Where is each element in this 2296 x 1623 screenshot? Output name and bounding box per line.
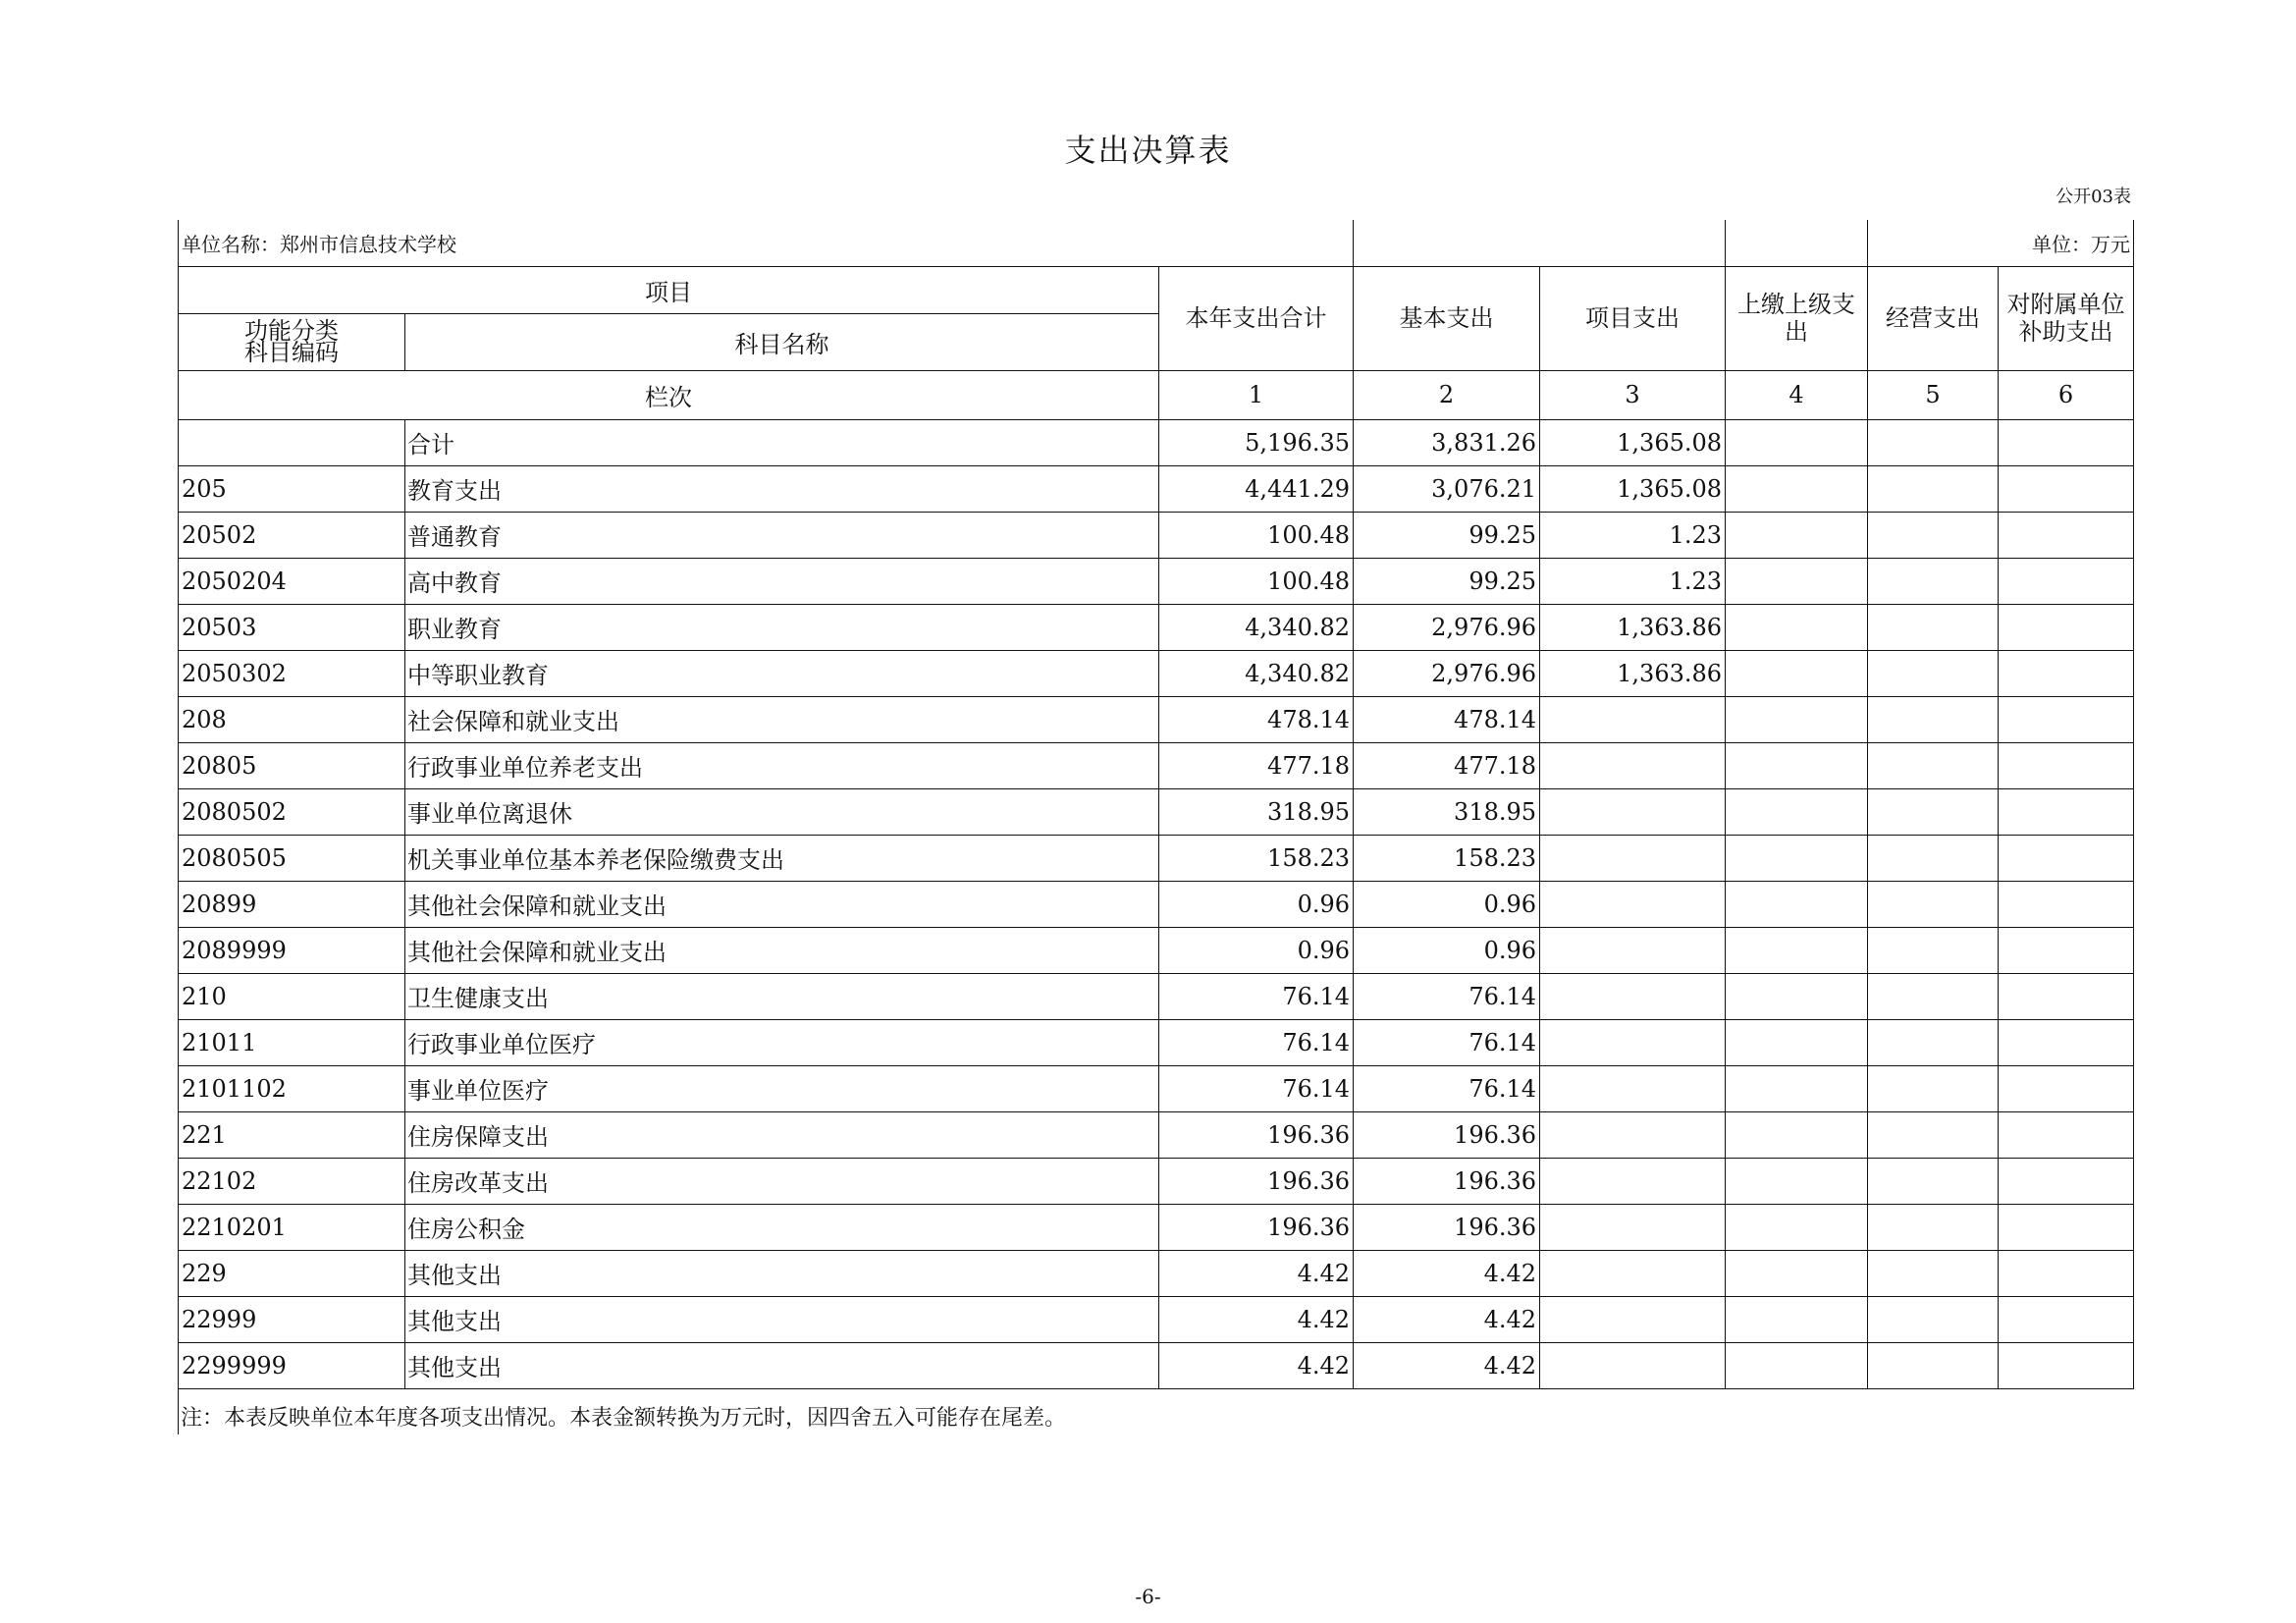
row-subject-name: 其他支出 [405, 1250, 1159, 1296]
row-business [1868, 465, 1999, 512]
row-subsidy [1999, 696, 2134, 742]
table-row [179, 650, 2134, 696]
row-upper [1726, 835, 1868, 881]
row-upper [1726, 696, 1868, 742]
row-code: 2101102 [179, 1065, 405, 1111]
row-code: 20503 [179, 604, 405, 650]
row-subsidy [1999, 1296, 2134, 1342]
row-code: 2210201 [179, 1204, 405, 1250]
header-total: 本年支出合计 [1159, 266, 1354, 370]
row-subject-name: 其他支出 [405, 1342, 1159, 1388]
row-upper [1726, 419, 1868, 465]
table-row [179, 512, 2134, 558]
unit-row-spacer [1726, 220, 1868, 266]
row-basic: 99.25 [1354, 512, 1540, 558]
row-subject-name: 教育支出 [405, 465, 1159, 512]
row-project [1540, 1111, 1726, 1158]
row-project [1540, 1019, 1726, 1065]
row-upper [1726, 1204, 1868, 1250]
row-project [1540, 742, 1726, 788]
row-project [1540, 881, 1726, 927]
row-business [1868, 742, 1999, 788]
row-code: 208 [179, 696, 405, 742]
row-code: 210 [179, 973, 405, 1019]
header-upper-line1: 上缴上级支 [1737, 291, 1856, 318]
row-upper [1726, 1158, 1868, 1204]
col-num-4: 4 [1726, 370, 1868, 419]
row-code: 2080502 [179, 788, 405, 835]
form-number: 公开03表 [2056, 187, 2131, 207]
row-total: 4.42 [1159, 1296, 1354, 1342]
row-total: 76.14 [1159, 973, 1354, 1019]
column-number-row [179, 370, 2134, 419]
row-project: 1.23 [1540, 512, 1726, 558]
row-total: 0.96 [1159, 927, 1354, 973]
row-subsidy [1999, 558, 2134, 604]
table-row [179, 604, 2134, 650]
expenditure-table [178, 220, 2134, 1389]
row-total: 76.14 [1159, 1065, 1354, 1111]
row-subject-name: 事业单位离退休 [405, 788, 1159, 835]
row-basic: 0.96 [1354, 881, 1540, 927]
row-total: 0.96 [1159, 881, 1354, 927]
row-project [1540, 1158, 1726, 1204]
row-project [1540, 973, 1726, 1019]
header-func-code-line1: 功能分类 [244, 317, 339, 345]
row-subject-name: 住房改革支出 [405, 1158, 1159, 1204]
row-upper [1726, 604, 1868, 650]
row-code: 229 [179, 1250, 405, 1296]
row-total: 196.36 [1159, 1204, 1354, 1250]
row-project: 1,363.86 [1540, 650, 1726, 696]
row-basic: 76.14 [1354, 973, 1540, 1019]
col-label: 栏次 [179, 370, 1159, 419]
row-upper [1726, 465, 1868, 512]
row-total: 4,340.82 [1159, 650, 1354, 696]
row-project: 1,365.08 [1540, 465, 1726, 512]
row-project: 1.23 [1540, 558, 1726, 604]
row-total: 196.36 [1159, 1111, 1354, 1158]
row-subject-name: 社会保障和就业支出 [405, 696, 1159, 742]
table-row [179, 742, 2134, 788]
row-upper [1726, 1250, 1868, 1296]
table-row [179, 1204, 2134, 1250]
table-row [179, 927, 2134, 973]
row-business [1868, 1250, 1999, 1296]
row-subject-name: 合计 [405, 419, 1159, 465]
row-basic: 4.42 [1354, 1250, 1540, 1296]
row-basic: 196.36 [1354, 1111, 1540, 1158]
table-row [179, 973, 2134, 1019]
row-total: 477.18 [1159, 742, 1354, 788]
row-total: 318.95 [1159, 788, 1354, 835]
row-code: 21011 [179, 1019, 405, 1065]
row-code: 2299999 [179, 1342, 405, 1388]
table-row [179, 788, 2134, 835]
row-project [1540, 1296, 1726, 1342]
row-subject-name: 高中教育 [405, 558, 1159, 604]
row-subject-name: 职业教育 [405, 604, 1159, 650]
row-business [1868, 558, 1999, 604]
header-business: 经营支出 [1868, 266, 1999, 370]
row-subject-name: 其他社会保障和就业支出 [405, 881, 1159, 927]
row-project [1540, 1250, 1726, 1296]
row-project: 1,365.08 [1540, 419, 1726, 465]
row-code: 2089999 [179, 927, 405, 973]
row-business [1868, 1065, 1999, 1111]
row-subsidy [1999, 1019, 2134, 1065]
row-subject-name: 行政事业单位医疗 [405, 1019, 1159, 1065]
row-total: 4.42 [1159, 1342, 1354, 1388]
header-subsidy [1999, 266, 2134, 370]
row-subject-name: 住房公积金 [405, 1204, 1159, 1250]
row-subsidy [1999, 465, 2134, 512]
row-subject-name: 机关事业单位基本养老保险缴费支出 [405, 835, 1159, 881]
row-subsidy [1999, 1204, 2134, 1250]
header-item: 项目 [179, 266, 1159, 313]
table-row [179, 1065, 2134, 1111]
row-business [1868, 973, 1999, 1019]
row-project [1540, 1342, 1726, 1388]
row-total: 76.14 [1159, 1019, 1354, 1065]
row-code: 20502 [179, 512, 405, 558]
header-func-code-line2: 科目编码 [244, 339, 339, 366]
row-upper [1726, 1342, 1868, 1388]
row-upper [1726, 973, 1868, 1019]
row-code: 205 [179, 465, 405, 512]
row-upper [1726, 650, 1868, 696]
row-basic: 0.96 [1354, 927, 1540, 973]
row-business [1868, 1296, 1999, 1342]
row-total: 5,196.35 [1159, 419, 1354, 465]
row-project: 1,363.86 [1540, 604, 1726, 650]
row-business [1868, 512, 1999, 558]
row-total: 478.14 [1159, 696, 1354, 742]
row-code: 20899 [179, 881, 405, 927]
row-basic: 158.23 [1354, 835, 1540, 881]
row-subsidy [1999, 1158, 2134, 1204]
col-num-6: 6 [1999, 370, 2134, 419]
unit-info-row [179, 220, 2134, 266]
row-business [1868, 419, 1999, 465]
row-project [1540, 696, 1726, 742]
row-basic: 2,976.96 [1354, 604, 1540, 650]
row-total: 100.48 [1159, 512, 1354, 558]
header-row-1 [179, 266, 2134, 313]
row-business [1868, 927, 1999, 973]
row-subsidy [1999, 927, 2134, 973]
row-upper [1726, 1065, 1868, 1111]
row-subject-name: 事业单位医疗 [405, 1065, 1159, 1111]
row-upper [1726, 512, 1868, 558]
table-row [179, 881, 2134, 927]
row-business [1868, 835, 1999, 881]
row-subject-name: 行政事业单位养老支出 [405, 742, 1159, 788]
row-subsidy [1999, 419, 2134, 465]
table-row [179, 1342, 2134, 1388]
table-row [179, 1158, 2134, 1204]
row-basic: 3,831.26 [1354, 419, 1540, 465]
col-num-2: 2 [1354, 370, 1540, 419]
table-row [179, 465, 2134, 512]
row-business [1868, 1342, 1999, 1388]
unit-name: 单位名称：郑州市信息技术学校 [179, 220, 1354, 266]
row-basic: 76.14 [1354, 1065, 1540, 1111]
row-upper [1726, 788, 1868, 835]
row-subsidy [1999, 1342, 2134, 1388]
header-subsidy-line2: 补助支出 [2018, 318, 2113, 346]
row-upper [1726, 927, 1868, 973]
table-row [179, 1111, 2134, 1158]
header-basic: 基本支出 [1354, 266, 1540, 370]
row-basic: 196.36 [1354, 1204, 1540, 1250]
row-upper [1726, 1019, 1868, 1065]
row-upper [1726, 1296, 1868, 1342]
row-code: 22102 [179, 1158, 405, 1204]
row-subsidy [1999, 973, 2134, 1019]
row-business [1868, 650, 1999, 696]
row-upper [1726, 558, 1868, 604]
row-business [1868, 1158, 1999, 1204]
row-code [179, 419, 405, 465]
row-total: 4,340.82 [1159, 604, 1354, 650]
row-code: 2050302 [179, 650, 405, 696]
header-project: 项目支出 [1540, 266, 1726, 370]
row-upper [1726, 742, 1868, 788]
col-num-5: 5 [1868, 370, 1999, 419]
row-basic: 196.36 [1354, 1158, 1540, 1204]
row-project [1540, 788, 1726, 835]
row-subsidy [1999, 742, 2134, 788]
row-business [1868, 604, 1999, 650]
row-basic: 478.14 [1354, 696, 1540, 742]
row-upper [1726, 881, 1868, 927]
table-row [179, 1019, 2134, 1065]
row-subject-name: 中等职业教育 [405, 650, 1159, 696]
row-total: 4.42 [1159, 1250, 1354, 1296]
row-subsidy [1999, 835, 2134, 881]
row-basic: 76.14 [1354, 1019, 1540, 1065]
header-upper-line2: 出 [1785, 318, 1809, 346]
currency-unit: 单位：万元 [1868, 220, 2134, 266]
header-upper [1726, 266, 1868, 370]
row-total: 100.48 [1159, 558, 1354, 604]
row-project [1540, 1065, 1726, 1111]
row-code: 221 [179, 1111, 405, 1158]
row-business [1868, 788, 1999, 835]
table-note: 注：本表反映单位本年度各项支出情况。本表金额转换为万元时，因四舍五入可能存在尾差。 [178, 1389, 2133, 1434]
table-row [179, 1250, 2134, 1296]
row-subsidy [1999, 604, 2134, 650]
row-basic: 2,976.96 [1354, 650, 1540, 696]
row-subsidy [1999, 788, 2134, 835]
row-business [1868, 1204, 1999, 1250]
row-subject-name: 其他支出 [405, 1296, 1159, 1342]
row-project [1540, 927, 1726, 973]
header-func-code [179, 313, 405, 370]
row-subject-name: 普通教育 [405, 512, 1159, 558]
table-body [179, 220, 2134, 1388]
table-row [179, 1296, 2134, 1342]
page-title: 支出决算表 [1064, 132, 1232, 169]
row-total: 158.23 [1159, 835, 1354, 881]
row-code: 20805 [179, 742, 405, 788]
row-subsidy [1999, 512, 2134, 558]
row-basic: 4.42 [1354, 1296, 1540, 1342]
row-subsidy [1999, 1250, 2134, 1296]
row-project [1540, 1204, 1726, 1250]
col-num-1: 1 [1159, 370, 1354, 419]
row-upper [1726, 1111, 1868, 1158]
table-row [179, 696, 2134, 742]
row-total: 4,441.29 [1159, 465, 1354, 512]
row-code: 2050204 [179, 558, 405, 604]
expenditure-table-sheet [178, 220, 2133, 1434]
row-basic: 3,076.21 [1354, 465, 1540, 512]
row-basic: 4.42 [1354, 1342, 1540, 1388]
row-code: 2080505 [179, 835, 405, 881]
row-total: 196.36 [1159, 1158, 1354, 1204]
row-business [1868, 881, 1999, 927]
row-basic: 318.95 [1354, 788, 1540, 835]
table-row [179, 835, 2134, 881]
header-subject-name: 科目名称 [405, 313, 1159, 370]
table-row [179, 558, 2134, 604]
row-project [1540, 835, 1726, 881]
header-subsidy-line1: 对附属单位 [2006, 291, 2125, 318]
row-business [1868, 1111, 1999, 1158]
row-basic: 477.18 [1354, 742, 1540, 788]
row-code: 22999 [179, 1296, 405, 1342]
row-basic: 99.25 [1354, 558, 1540, 604]
page-number: -6- [1135, 1585, 1161, 1608]
row-subject-name: 卫生健康支出 [405, 973, 1159, 1019]
row-subsidy [1999, 650, 2134, 696]
unit-row-spacer [1354, 220, 1726, 266]
row-subject-name: 其他社会保障和就业支出 [405, 927, 1159, 973]
row-subsidy [1999, 1065, 2134, 1111]
row-subject-name: 住房保障支出 [405, 1111, 1159, 1158]
row-business [1868, 1019, 1999, 1065]
row-subsidy [1999, 881, 2134, 927]
row-business [1868, 696, 1999, 742]
row-subsidy [1999, 1111, 2134, 1158]
col-num-3: 3 [1540, 370, 1726, 419]
table-row [179, 419, 2134, 465]
